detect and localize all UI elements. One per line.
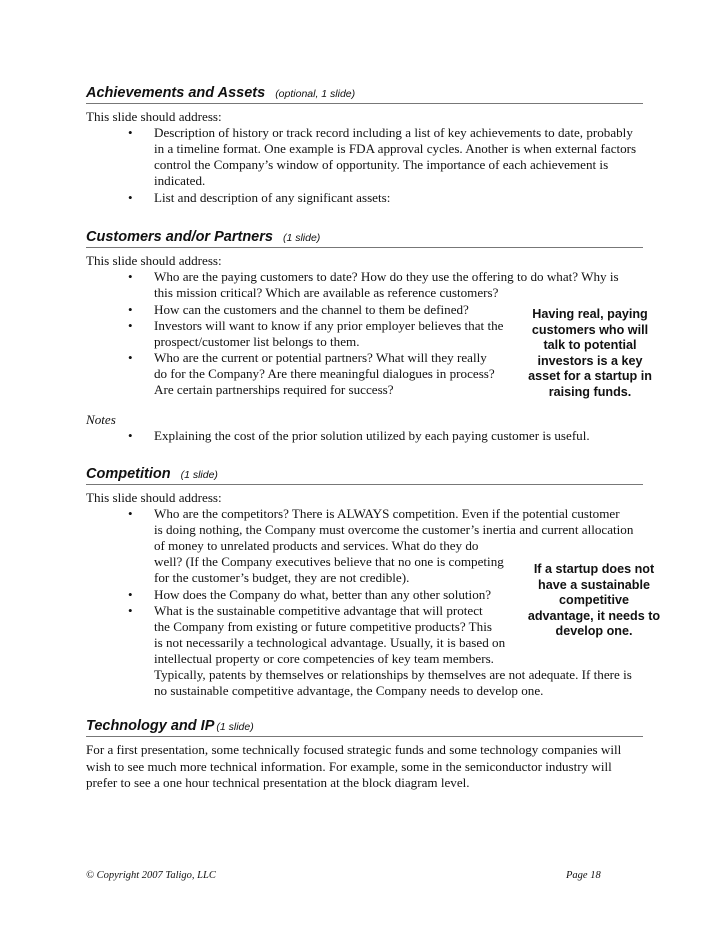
bullet-text: Who are the competitors? There is ALWAYS competition. Even if the potential customer is doing nothing, the Company must overcome the customer’s inertia and current allocation of money to unrelated products and services. What do they do well? (If the Company executives believe that no one is competing for the customer’s budget, they are not credible). [154,506,634,586]
section-intro: This slide should address: [86,490,222,505]
section-title: Competition [86,466,171,482]
section-title: Achievements and Assets [86,85,266,101]
notes-label: Notes [86,412,116,427]
bullet-marker: • [128,350,133,365]
section-title: Customers and/or Partners [86,229,273,245]
callout-competition: If a startup does not have a sustainable competitive advantage, it needs to develop one. [527,562,661,638]
bullet-text: Explaining the cost of the prior solution utilized by each paying customer is useful. [154,428,590,443]
bullet-marker: • [128,428,133,443]
bullet-marker: • [128,587,133,602]
section-slide-note: (1 slide) [282,232,321,244]
section-intro: This slide should address: [86,109,222,124]
bullet-marker: • [128,125,133,140]
section-paragraph: For a first presentation, some technically focused strategic funds and some technology companies will wish to see much more technical information. For example, some in the semiconductor industry will prefer to see a one hour technical presentation at the block diagram level. [86,742,622,791]
section-heading-achievements [86,84,643,104]
bullet-marker: • [128,506,133,521]
bullet-text: List and description of any significant assets: [154,190,391,205]
section-slide-note: (1 slide) [180,469,218,481]
bullet-text: Description of history or track record including a list of key achievements to date, probably in a timeline format. One example is FDA approval cycles. Another is when external factors control the Company’s window of opportunity. The importance of each achievement is indicated. [154,125,637,189]
section-slide-note: (1 slide) [216,721,254,733]
section-heading-technology [86,717,643,737]
bullet-text: Who are the current or potential partners? What will they really do for the Company? Are there meaningful dialogues in process? Are certain partnerships required for success? [154,350,495,398]
footer-page-number: Page 18 [566,870,601,881]
section-title: Technology and IP [86,718,215,734]
section-slide-note: (optional, 1 slide) [275,88,356,100]
bullet-text: What is the sustainable competitive advantage that will protect the Company from existing or future competitive products? This is not necessarily a technological advantage. Usually, it is based on intellectual property or core competencies of key team members. Typically, patents by themselves or relationships by themselves are not adequate. If there is no sustainable competitive advantage, the Company needs to develop one. [154,603,632,699]
bullet-text: Investors will want to know if any prior employer believes that the prospect/customer list belongs to them. [154,318,504,350]
footer-copyright: © Copyright 2007 Taligo, LLC [86,870,216,881]
bullet-text: How does the Company do what, better than any other solution? [154,587,492,602]
bullet-marker: • [128,190,133,205]
bullet-marker: • [128,318,133,333]
bullet-text: How can the customers and the channel to them be defined? [154,302,469,317]
bullet-text: Who are the paying customers to date? How do they use the offering to do what? Why is this mission critical? Which are available as reference customers? [154,269,619,301]
section-intro: This slide should address: [86,253,222,268]
callout-customers: Having real, paying customers who will talk to potential investors is a key asset for a startup in raising funds. [528,307,652,399]
bullet-marker: • [128,603,133,618]
section-heading-customers [86,228,643,248]
bullet-marker: • [128,302,133,317]
section-heading-competition [86,465,643,485]
bullet-marker: • [128,269,133,284]
